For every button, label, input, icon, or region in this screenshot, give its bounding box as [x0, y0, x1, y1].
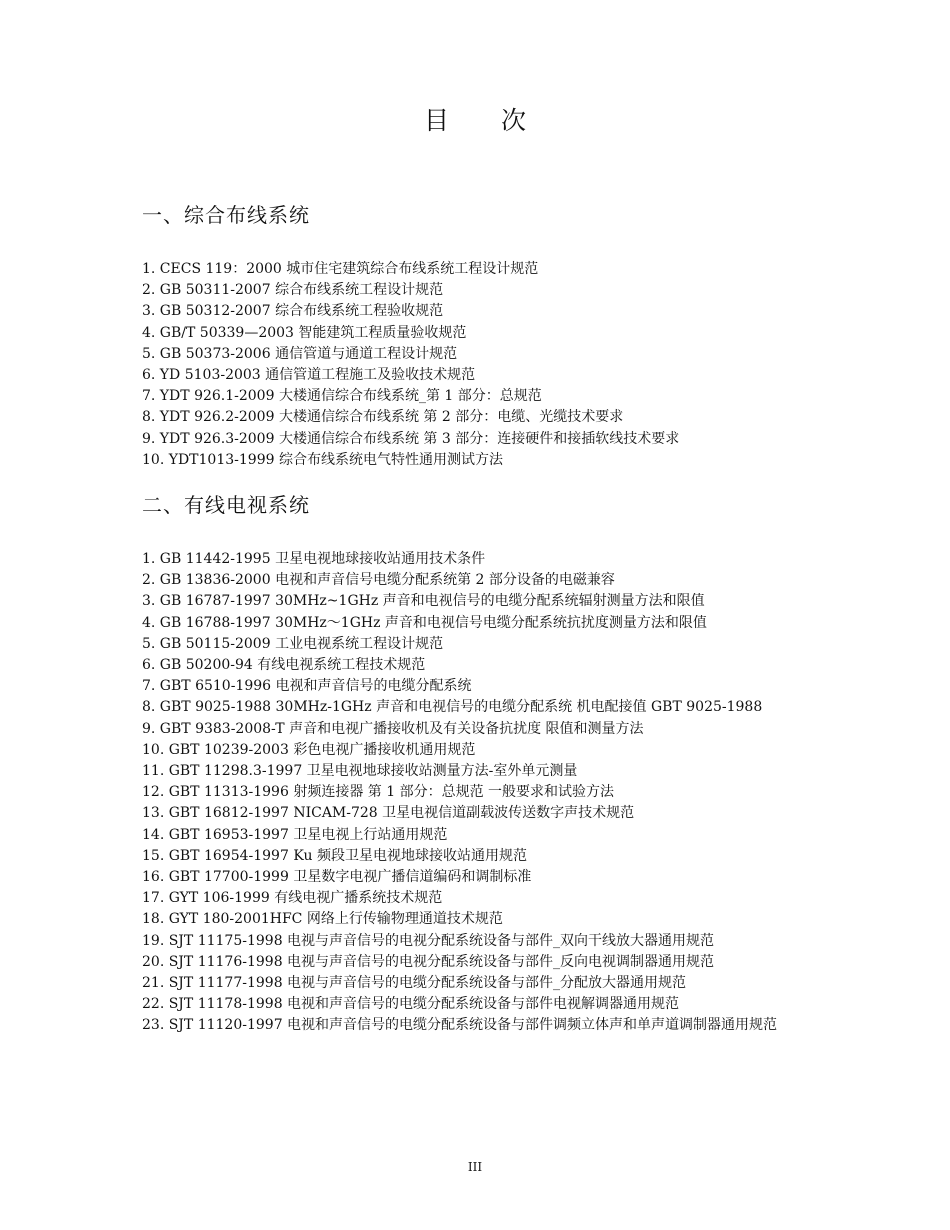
list-item: 7. YDT 926.1-2009 大楼通信综合布线系统_第 1 部分：总规范 [142, 388, 542, 405]
list-item: 16. GBT 17700-1999 卫星数字电视广播信道编码和调制标准 [142, 869, 532, 886]
list-item: 2. GB 50311-2007 综合布线系统工程设计规范 [142, 282, 444, 299]
list-item: 1. CECS 119：2000 城市住宅建筑综合布线系统工程设计规范 [142, 261, 539, 277]
list-item: 15. GBT 16954-1997 Ku 频段卫星电视地球接收站通用规范 [142, 847, 527, 864]
list-item: 11. GBT 11298.3-1997 卫星电视地球接收站测量方法-室外单元测量 [142, 763, 578, 780]
list-item: 23. SJT 11120-1997 电视和声音信号的电缆分配系统设备与部件调频立体声和单声道调制器通用规范 [142, 1017, 778, 1034]
list-item: 5. GB 50115-2009 工业电视系统工程设计规范 [142, 635, 444, 652]
list-item: 4. GB 16788-1997 30MHz～1GHz 声音和电视信号电缆分配系统抗扰度测量方法和限值 [142, 614, 707, 631]
page-title: 目 次 [424, 106, 548, 135]
list-item: 8. GBT 9025-1988 30MHz-1GHz 声音和电视信号的电缆分配系统 机电配接值 GBT 9025-1988 [142, 699, 763, 716]
section-list-cable-tv [142, 549, 822, 1037]
list-item: 4. GB/T 50339—2003 智能建筑工程质量验收规范 [142, 324, 467, 341]
list-item: 18. GYT 180-2001HFC 网络上行传输物理通道技术规范 [142, 911, 503, 928]
list-item: 21. SJT 11177-1998 电视与声音信号的电缆分配系统设备与部件_分配放大器通用规范 [142, 975, 687, 992]
list-item: 9. GBT 9383-2008-T 声音和电视广播接收机及有关设备抗扰度 限值和测量方法 [142, 720, 644, 737]
list-item: 6. GB 50200-94 有线电视系统工程技术规范 [142, 657, 426, 674]
list-item: 12. GBT 11313-1996 射频连接器 第 1 部分：总规范 一般要求和试验方法 [142, 784, 615, 801]
list-item: 5. GB 50373-2006 通信管道与通道工程设计规范 [142, 345, 458, 362]
list-item: 9. YDT 926.3-2009 大楼通信综合布线系统 第 3 部分：连接硬件和接插软线技术要求 [142, 430, 680, 447]
section-heading-cable-tv: 二、有线电视系统 [142, 493, 310, 517]
section-heading-cabling: 一、综合布线系统 [142, 203, 310, 227]
list-item: 20. SJT 11176-1998 电视与声音信号的电视分配系统设备与部件_反向电视调制器通用规范 [142, 953, 715, 970]
list-item: 14. GBT 16953-1997 卫星电视上行站通用规范 [142, 826, 448, 843]
list-item: 13. GBT 16812-1997 NICAM-728 卫星电视信道副载波传送数字声技术规范 [142, 805, 635, 822]
page-number: III [467, 1160, 483, 1174]
list-item: 1. GB 11442-1995 卫星电视地球接收站通用技术条件 [142, 551, 486, 567]
list-item: 2. GB 13836-2000 电视和声音信号电缆分配系统第 2 部分设备的电磁兼容 [142, 572, 615, 589]
list-item: 7. GBT 6510-1996 电视和声音信号的电缆分配系统 [142, 678, 472, 695]
list-item: 8. YDT 926.2-2009 大楼通信综合布线系统 第 2 部分：电缆、光缆技术要求 [142, 409, 624, 426]
list-item: 22. SJT 11178-1998 电视和声音信号的电缆分配系统设备与部件电视解调器通用规范 [142, 996, 680, 1013]
list-item: 10. YDT1013-1999 综合布线系统电气特性通用测试方法 [142, 451, 503, 468]
section-list-cabling [142, 259, 822, 471]
list-item: 3. GB 16787-1997 30MHz~1GHz 声音和电视信号的电缆分配系统辐射测量方法和限值 [142, 593, 705, 610]
list-item: 19. SJT 11175-1998 电视与声音信号的电视分配系统设备与部件_双向干线放大器通用规范 [142, 932, 715, 949]
list-item: 6. YD 5103-2003 通信管道工程施工及验收技术规范 [142, 367, 476, 384]
list-item: 3. GB 50312-2007 综合布线系统工程验收规范 [142, 303, 444, 320]
list-item: 17. GYT 106-1999 有线电视广播系统技术规范 [142, 890, 443, 907]
list-item: 10. GBT 10239-2003 彩色电视广播接收机通用规范 [142, 741, 476, 758]
